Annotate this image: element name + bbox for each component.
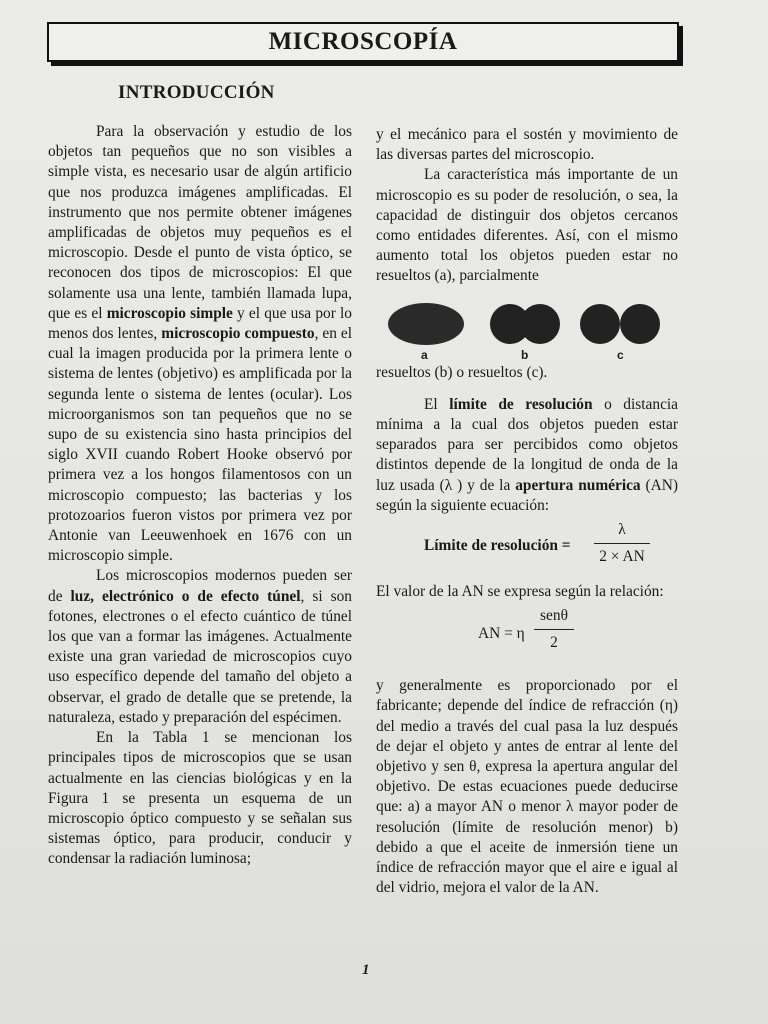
numerical-aperture-equation bbox=[376, 606, 678, 660]
bold-term: microscopio compuesto bbox=[161, 325, 315, 343]
paragraph-conclusion: y generalmente es proporcionado por el fabricante; depende del índice de refracción (η) del medio a través del cual pasa la luz después de dejar el objeto y antes de entrar al lente del objetivo y sen θ, expresa la apertura angular del objetivo. De estas ecuaciones puede deducirse que: a) a mayor AN o menor λ mayor poder de resolución (límite de resolución menor) b) debido a que el aceite de inmersión tiene un índice de refracción mayor que el aire e igual al del vidrio, mejora el valor de la AN. bbox=[376, 677, 678, 897]
resolved-circles-icon bbox=[580, 304, 660, 344]
equation-numerator: senθ bbox=[540, 607, 568, 625]
text-run: El bbox=[424, 395, 450, 413]
equation-fraction bbox=[534, 606, 574, 653]
figure-label-b: b bbox=[521, 347, 529, 362]
bold-term: apertura numérica bbox=[515, 476, 641, 494]
paragraph-limit bbox=[376, 395, 678, 516]
paragraph-resolved: resueltos (b) o resueltos (c). bbox=[376, 363, 548, 381]
text-run: o distancia mínima a la cual dos objetos pueden estar separados para ser percibidos como objetos distintos depende de la longitud de onda de la luz usada (λ ) y de la bbox=[376, 395, 679, 494]
equation-numerator: λ bbox=[618, 521, 626, 539]
figure-label-c: c bbox=[617, 347, 624, 362]
text-run: Para la observación y estudio de los objetos tan pequeños que no son visibles a simple vista, es necesario usar de algún artificio que nos produzca imágenes amplificadas. El instrumento que nos permite obtener imágenes amplificadas de objetos muy pequeños es el microscopio. Desde el punto de vista óptico, se reconocen dos tipos de microscopios: El que solamente usa una lente, también llamada lupa, que es el bbox=[48, 123, 352, 322]
text-run: , si son fotones, electrones o el efecto cuántico de túnel los que van a formar las imágenes. Actualmente existe una gran variedad de microscopios cuyo uso específico depende del tamaño del objeto a observar, el grado de detalle que se pretende, la naturaleza, estado y preparación del espécimen. bbox=[48, 587, 352, 726]
bold-term: luz, electrónico o de efecto túnel bbox=[70, 587, 301, 605]
resolution-circles-graphic bbox=[386, 301, 676, 347]
resolution-figure bbox=[376, 293, 678, 363]
resolution-equation bbox=[376, 520, 678, 572]
paragraph-an: El valor de la AN se expresa según la relación: bbox=[376, 583, 664, 601]
bold-term: límite de resolución bbox=[449, 395, 593, 413]
paragraph-continued: y el mecánico para el sostén y movimiento de las diversas partes del microscopio. bbox=[376, 126, 678, 164]
equation-fraction bbox=[594, 520, 650, 567]
text-run: (AN) según la siguiente ecuación: bbox=[376, 476, 679, 514]
page-title: MICROSCOPÍA bbox=[47, 22, 679, 62]
bold-term: microscopio simple bbox=[106, 304, 233, 322]
text-run: y el que usa por lo menos dos lentes, bbox=[48, 304, 352, 343]
figure-label-a: a bbox=[421, 347, 428, 362]
equation-denominator: 2 bbox=[550, 634, 558, 652]
page-number: 1 bbox=[362, 962, 370, 978]
equation-lhs: AN = η bbox=[478, 625, 525, 643]
paragraph-resolution: La característica más importante de un microscopio es su poder de resolución, o sea, la capacidad de distinguir dos objetos cercanos como entidades diferentes. Así, con el mismo aumento total los objetos pueden estar no resueltos (a), parcialmente bbox=[376, 166, 678, 285]
partially-resolved-circles-icon bbox=[490, 304, 560, 344]
right-column bbox=[376, 125, 678, 898]
text-run: , en el cual la imagen producida por la primera lente o sistema de lentes (objetivo) es amplificada por la segunda lente o sistema de lentes (ocular). Los microorganismos son tan pequeños que no se supo de su existencia sino hasta principios del siglo XVII cuando Robert Hooke observó por primera vez a los hongos filamentosos con un microscopio compuesto; las bacterias y los protozoarios fueron vistos por primera vez por Antonie van Leeuwenhoek en 1676 con un microscopio simple. bbox=[48, 325, 352, 565]
section-heading: INTRODUCCIÓN bbox=[118, 82, 275, 103]
paragraph-3: En la Tabla 1 se mencionan los principales tipos de microscopios que se usan actualmente en las ciencias biológicas y en la Figura 1 se presenta un esquema de un microscopio óptico compuesto y se señalan sus sistemas óptico, para producir, conducir y condensar la radiación luminosa; bbox=[48, 729, 352, 868]
unresolved-blob-icon bbox=[388, 303, 464, 345]
text-run: Los microscopios modernos pueden ser de bbox=[48, 567, 352, 605]
equation-lhs: Límite de resolución = bbox=[424, 537, 571, 555]
equation-denominator: 2 × AN bbox=[599, 548, 645, 566]
left-column bbox=[48, 122, 352, 870]
paragraph-2 bbox=[48, 566, 352, 728]
paragraph-1 bbox=[48, 122, 352, 566]
